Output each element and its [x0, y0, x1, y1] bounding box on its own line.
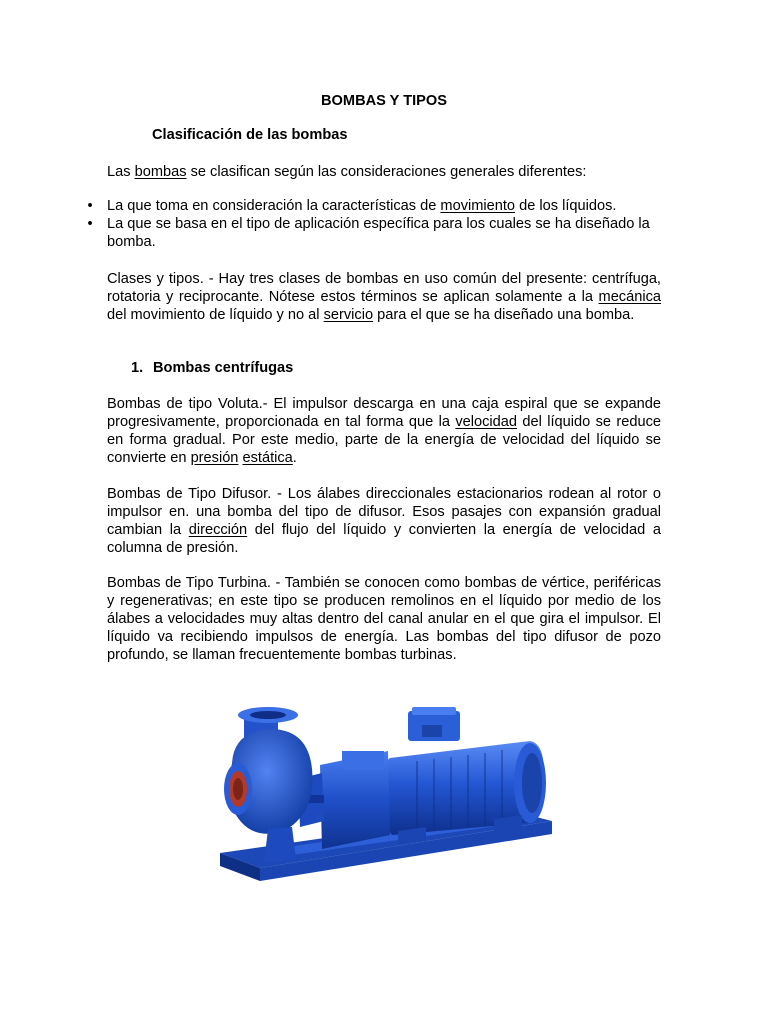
clases-text-3: para el que se ha diseñado una bomba.: [373, 307, 635, 323]
difusor-text-1: Bombas de Tipo Difusor. - Los álabes direccionales estacionarios rodean al rotor o impulsor en. una bomba del tipo de difusor. Esos pasajes con expansión gradual cambian la: [107, 486, 661, 538]
intro-text-post: se clasifican según las consideraciones generales diferentes:: [186, 164, 587, 180]
pump-volute: [224, 707, 312, 863]
classification-list: [0, 197, 661, 251]
link-bombas[interactable]: bombas: [134, 164, 187, 180]
document-title: BOMBAS Y TIPOS: [321, 93, 447, 109]
section-label: Bombas centrífugas: [153, 360, 294, 376]
link-mecanica[interactable]: mecánica: [598, 289, 661, 305]
difusor-paragraph: [107, 485, 661, 557]
voluta-text-2: del líquido se reduce en forma gradual. Por este medio, parte de la energía de velocidad del líquido se convierte en: [107, 414, 662, 466]
bullet-text: La que se basa en el tipo de aplicación específica para los cuales se ha diseñado la bomba.: [107, 216, 650, 250]
section-subtitle: Clasificación de las bombas: [152, 127, 348, 143]
section-number: 1.: [131, 360, 144, 376]
clases-paragraph: [107, 270, 661, 324]
intro-paragraph: [107, 163, 661, 181]
bullet-text-post: de los líquidos.: [515, 198, 617, 214]
voluta-text-1: Bombas de tipo Voluta.- El impulsor descarga en una caja espiral que se expande progresivamente, proporcionada en tal forma que la: [107, 396, 661, 430]
link-estatica[interactable]: estática: [242, 450, 293, 466]
centrifugal-pump-image: [212, 703, 556, 893]
link-direccion[interactable]: dirección: [188, 522, 248, 538]
link-velocidad[interactable]: velocidad: [455, 414, 517, 430]
link-servicio[interactable]: servicio: [323, 307, 374, 323]
voluta-text-4: .: [292, 450, 297, 466]
intro-text-pre: Las: [107, 164, 135, 180]
clases-text-2: del movimiento de líquido y no al: [107, 307, 324, 323]
link-presion[interactable]: presión: [190, 450, 239, 466]
list-item: [0, 197, 661, 215]
turbina-paragraph: Bombas de Tipo Turbina. - También se conocen como bombas de vértice, periféricas y regenerativas; en este tipo se producen remolinos en el líquido por medio de los álabes a velocidades muy altas dentro del canal anular en el que gira el impulsor. El líquido va recibiendo impulsos de energía. Las bombas del tipo difusor de pozo profundo, se llaman frecuentemente bombas turbinas.: [107, 575, 661, 663]
bullet-icon: •: [87, 198, 93, 214]
list-item: [0, 215, 661, 251]
section-heading-centrifugas: [131, 359, 293, 377]
clases-text-1: Clases y tipos. - Hay tres clases de bombas en uso común del presente: centrífuga, rotatoria y reciprocante. Nótese estos términos se aplican solamente a la: [107, 271, 661, 305]
bullet-icon: •: [87, 216, 93, 232]
bullet-text-pre: La que toma en consideración la características de: [107, 198, 441, 214]
coupling-bearing: [298, 751, 390, 849]
link-movimiento[interactable]: movimiento: [440, 198, 516, 214]
difusor-text-2: del flujo del líquido y convierten la energía de velocidad a columna de presión.: [107, 522, 661, 556]
voluta-paragraph: [107, 395, 661, 467]
motor: [382, 707, 546, 845]
